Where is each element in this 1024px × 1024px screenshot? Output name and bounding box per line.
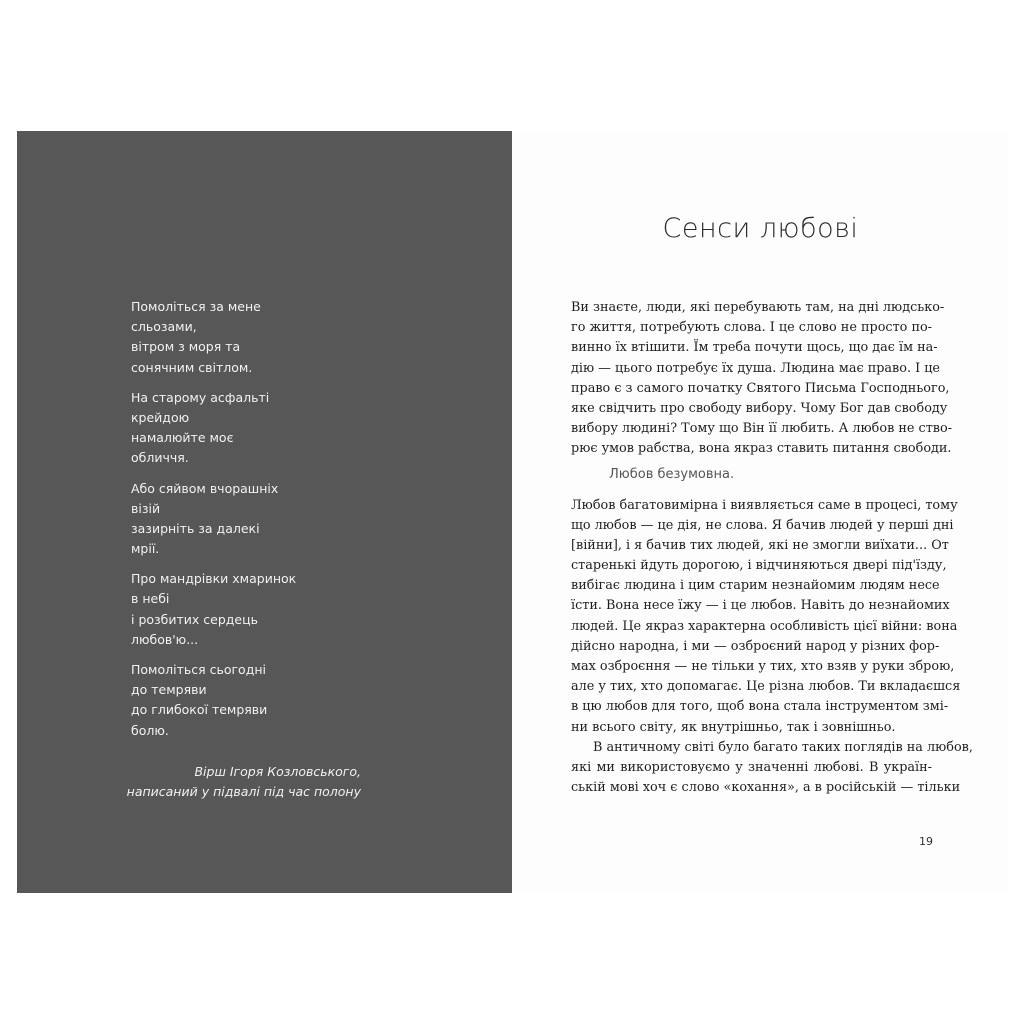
body-text <box>571 298 973 798</box>
text-line: В античному світі було багато таких поглядів на любов, <box>593 739 973 755</box>
paragraph <box>571 496 961 738</box>
text-line: ській мові хоч є слово «кохання», а в російській — тільки <box>571 780 961 796</box>
poem-line: до темряви <box>131 682 207 698</box>
poem-line: до глибокої темряви <box>131 702 268 718</box>
poem <box>131 297 431 751</box>
left-page <box>17 131 512 893</box>
text-line: але у тих, хто допомагає. Це різна любов. Ти вкладаєшся <box>571 679 961 695</box>
chapter-title: Сенси любові <box>662 213 859 244</box>
paragraph <box>571 738 973 799</box>
poem-line: На старому асфальті <box>131 389 270 405</box>
poem-stanza <box>131 569 431 650</box>
poem-line: обличчя. <box>131 450 189 466</box>
book-spread <box>17 131 1009 893</box>
paragraph <box>571 298 953 460</box>
text-line: [війни], і я бачив тих людей, які не змогли виїхати... От <box>571 537 949 553</box>
poem-line: зазирніть за далекі <box>131 520 260 536</box>
text-line: дійсно народна, і ми — озброєний народ у різних фор- <box>571 638 940 654</box>
text-line: винно їх втішити. Їм треба почути щось, що дає їм на- <box>571 340 938 356</box>
text-line: право є з самого початку Святого Письма Господнього, <box>571 380 950 396</box>
poem-stanza <box>131 388 431 469</box>
text-line: що любов — це дія, не слова. Я бачив людей у перші дні <box>571 517 954 533</box>
text-line: вибору людині? Тому що Він її любить. А любов не ство- <box>571 421 953 437</box>
poem-stanza <box>131 660 431 741</box>
poem-line: Або сяйвом вчорашніх <box>131 480 279 496</box>
poem-line: в небі <box>131 591 170 607</box>
text-line: рює умов рабства, вона якраз ставить питання свободи. <box>571 441 952 457</box>
text-line: вибігає людина і цим старим незнайомим людям несе <box>571 578 940 594</box>
right-page <box>512 131 1009 893</box>
text-line: мах озброєння — не тільки у тих, хто взяв у руки зброю, <box>571 659 955 674</box>
poem-line: візій <box>131 500 161 516</box>
page-number: 19 <box>919 835 933 848</box>
text-line: їсти. Вона несе їжу — і це любов. Навіть до незнайомих <box>571 598 950 614</box>
text-line: дію — цього потребує їх душа. Людина має право. І це <box>571 360 941 376</box>
poem-line: Про мандрівки хмаринок <box>131 571 297 587</box>
attribution-line: Вірш Ігоря Козловського, <box>194 764 361 779</box>
text-line: ни всього світу, як внутрішньо, так і зовнішньо. <box>571 719 896 735</box>
poem-attribution <box>127 762 361 802</box>
poem-line: болю. <box>131 722 169 738</box>
poem-stanza <box>131 297 431 378</box>
subheading: Любов безумовна. <box>609 466 735 482</box>
text-line: Любов багатовимірна і виявляється саме в процесі, тому <box>571 497 958 513</box>
text-line: старенькі йдуть дорогою, і відчиняються двері під'їзду, <box>571 558 947 574</box>
text-line: Ви знаєте, люди, які перебувають там, на дні людсько- <box>571 300 945 315</box>
text-line: які ми використовуємо у значенні любові. В україн- <box>571 759 932 775</box>
poem-line: намалюйте моє <box>131 430 234 446</box>
text-line: в цю любов для того, щоб вона стала інструментом змі- <box>571 699 949 715</box>
poem-line: сонячним світлом. <box>131 359 253 375</box>
poem-line: вітром з моря та <box>131 339 241 355</box>
text-line: яке свідчить про свободу вибору. Чому Бог дав свободу <box>571 400 948 416</box>
text-line: го життя, потребують слова. І це слово не просто по- <box>571 320 932 336</box>
poem-line: мрії. <box>131 541 160 557</box>
attribution-line: написаний у підвалі під час полону <box>126 784 361 799</box>
poem-line: Помоліться за мене <box>131 299 261 314</box>
poem-stanza <box>131 479 431 560</box>
poem-line: любов'ю... <box>131 631 199 647</box>
poem-line: Помоліться сьогодні <box>131 662 266 677</box>
poem-line: сльозами, <box>131 319 197 335</box>
poem-line: крейдою <box>131 409 190 425</box>
poem-line: і розбитих сердець <box>131 611 258 627</box>
text-line: людей. Це якраз характерна особливість цієї війни: вона <box>571 618 958 634</box>
